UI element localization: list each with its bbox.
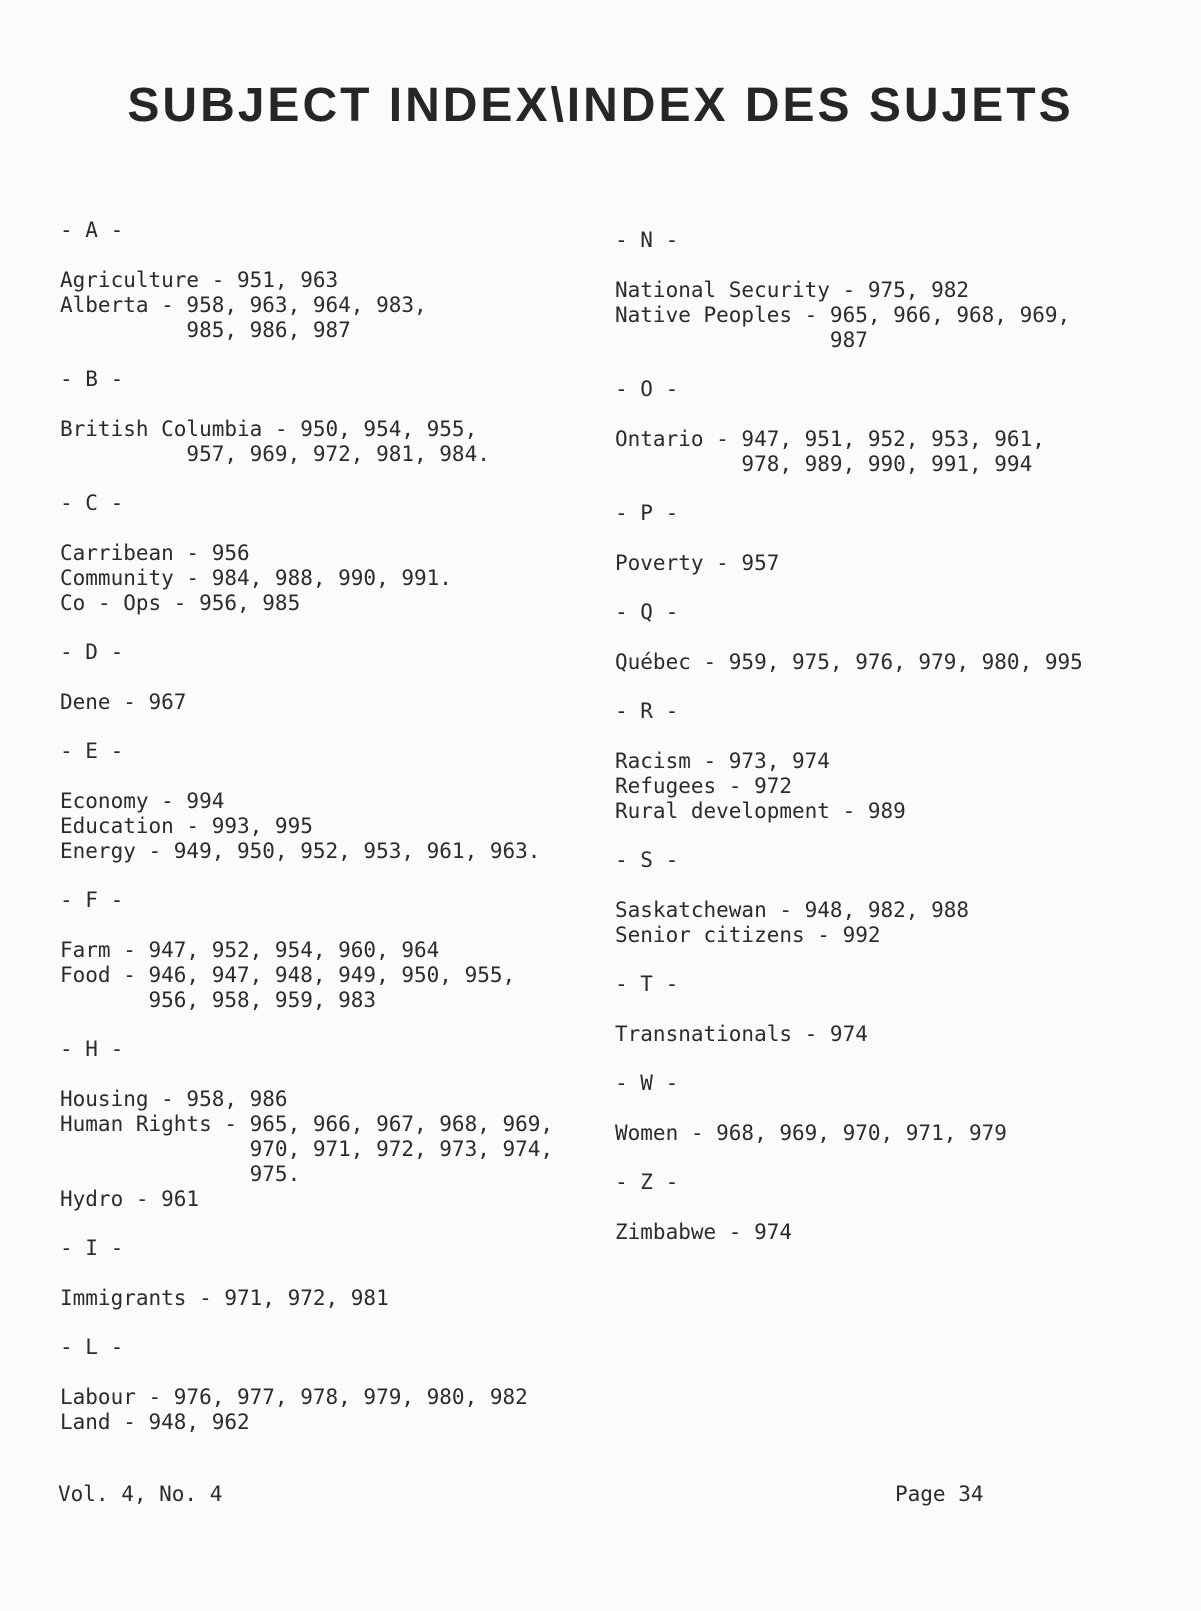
index-section [615, 699, 1175, 824]
section-letter-heading: - D - [60, 640, 124, 664]
section-letter-heading: - F - [60, 888, 124, 912]
index-entry [615, 303, 1175, 353]
section-letter-heading: - I - [60, 1236, 124, 1260]
index-entry [60, 690, 580, 715]
index-entry [60, 293, 580, 343]
index-entry-line: Women - 968, 969, 970, 971, 979 [615, 1121, 1007, 1145]
section-letter-heading: - C - [60, 491, 124, 515]
index-entry [615, 278, 1175, 303]
index-entry [60, 591, 580, 616]
index-entry [60, 963, 580, 1013]
footer-page-number: Page 34 [895, 1482, 984, 1506]
index-entry [60, 417, 580, 467]
index-entry-line: Co - Ops - 956, 985 [60, 591, 301, 615]
index-entry [60, 268, 580, 293]
index-entry-line: Human Rights - 965, 966, 967, 968, 969, [60, 1112, 554, 1136]
section-letter-heading: - H - [60, 1037, 124, 1061]
section-letter-heading: - O - [615, 377, 679, 401]
index-entry [60, 1087, 580, 1112]
index-entry-line: Carribean - 956 [60, 541, 250, 565]
index-entry-line: Transnationals - 974 [615, 1022, 868, 1046]
footer-volume: Vol. 4, No. 4 [58, 1482, 223, 1506]
index-entry-line: Education - 993, 995 [60, 814, 313, 838]
index-entry-line: Housing - 958, 986 [60, 1087, 288, 1111]
section-letter-heading: - P - [615, 501, 679, 525]
index-entry [60, 1410, 580, 1435]
index-section [615, 377, 1175, 477]
index-entry [615, 1121, 1175, 1146]
index-entry-line: Ontario - 947, 951, 952, 953, 961, [615, 427, 1045, 451]
index-entry [60, 789, 580, 814]
index-section [60, 367, 580, 467]
index-entry-continuation: 978, 989, 990, 991, 994 [741, 452, 1033, 476]
index-entry [615, 1022, 1175, 1047]
section-letter-heading: - A - [60, 218, 124, 242]
index-entry-line: Food - 946, 947, 948, 949, 950, 955, [60, 963, 516, 987]
index-section [60, 218, 580, 343]
index-section [60, 1037, 580, 1212]
index-column-right [615, 228, 1175, 1269]
section-letter-heading: - S - [615, 848, 679, 872]
section-letter-heading: - T - [615, 972, 679, 996]
index-section [60, 888, 580, 1013]
index-section [60, 640, 580, 715]
index-entry-line: Zimbabwe - 974 [615, 1220, 793, 1244]
index-entry-line: Hydro - 961 [60, 1187, 200, 1211]
index-entry-line: Land - 948, 962 [60, 1410, 250, 1434]
index-entry-line: Refugees - 972 [615, 774, 793, 798]
index-section [615, 501, 1175, 576]
section-letter-heading: - E - [60, 739, 124, 763]
index-entry-line: Rural development - 989 [615, 799, 906, 823]
index-entry-line: Dene - 967 [60, 690, 187, 714]
index-entry [615, 749, 1175, 774]
index-entry-line: Alberta - 958, 963, 964, 983, [60, 293, 427, 317]
index-entry [60, 938, 580, 963]
index-section [60, 1335, 580, 1435]
index-section [60, 491, 580, 616]
index-section [615, 1170, 1175, 1245]
index-entry-line: Farm - 947, 952, 954, 960, 964 [60, 938, 440, 962]
index-entry-line: Racism - 973, 974 [615, 749, 830, 773]
section-letter-heading: - Q - [615, 600, 679, 624]
index-entry [60, 814, 580, 839]
index-entry [615, 650, 1175, 675]
index-entry [615, 774, 1175, 799]
index-entry [615, 551, 1175, 576]
page-title: SUBJECT INDEX\INDEX DES SUJETS [127, 79, 1074, 132]
index-entry [60, 1385, 580, 1410]
index-entry [615, 799, 1175, 824]
index-entry [615, 898, 1175, 923]
index-entry-line: Community - 984, 988, 990, 991. [60, 566, 452, 590]
index-entry [60, 566, 580, 591]
index-entry-line: British Columbia - 950, 954, 955, [60, 417, 478, 441]
index-entry [615, 1220, 1175, 1245]
index-entry-line: Immigrants - 971, 972, 981 [60, 1286, 389, 1310]
section-letter-heading: - B - [60, 367, 124, 391]
section-letter-heading: - Z - [615, 1170, 679, 1194]
index-section [615, 228, 1175, 353]
index-entry-continuation: 956, 958, 959, 983 [148, 988, 377, 1012]
index-entry-line: Poverty - 957 [615, 551, 780, 575]
index-entry-continuation: 957, 969, 972, 981, 984. [186, 442, 490, 466]
index-entry-line: Energy - 949, 950, 952, 953, 961, 963. [60, 839, 541, 863]
index-entry [60, 839, 580, 864]
index-section [615, 848, 1175, 948]
index-column-left [60, 218, 580, 1459]
index-entry-line: Senior citizens - 992 [615, 923, 881, 947]
index-entry-continuation: 985, 986, 987 [186, 318, 351, 342]
index-entry-continuation: 970, 971, 972, 973, 974, [249, 1137, 554, 1161]
index-entry-line: Economy - 994 [60, 789, 225, 813]
section-letter-heading: - W - [615, 1071, 679, 1095]
index-entry [60, 1187, 580, 1212]
section-letter-heading: - N - [615, 228, 679, 252]
index-entry-continuation: 975. [249, 1162, 301, 1186]
index-entry-line: Québec - 959, 975, 976, 979, 980, 995 [615, 650, 1083, 674]
section-letter-heading: - L - [60, 1335, 124, 1359]
index-section [60, 1236, 580, 1311]
index-entry [615, 923, 1175, 948]
section-letter-heading: - R - [615, 699, 679, 723]
index-section [615, 600, 1175, 675]
index-entry-line: Saskatchewan - 948, 982, 988 [615, 898, 970, 922]
index-section [60, 739, 580, 864]
index-entry-line: Labour - 976, 977, 978, 979, 980, 982 [60, 1385, 528, 1409]
index-entry-line: Agriculture - 951, 963 [60, 268, 339, 292]
index-entry [615, 427, 1175, 477]
index-entry [60, 1286, 580, 1311]
index-entry-line: Native Peoples - 965, 966, 968, 969, [615, 303, 1071, 327]
index-entry [60, 541, 580, 566]
index-section [615, 1071, 1175, 1146]
index-section [615, 972, 1175, 1047]
index-entry [60, 1112, 580, 1187]
index-entry-continuation: 987 [829, 328, 868, 352]
index-entry-line: National Security - 975, 982 [615, 278, 970, 302]
